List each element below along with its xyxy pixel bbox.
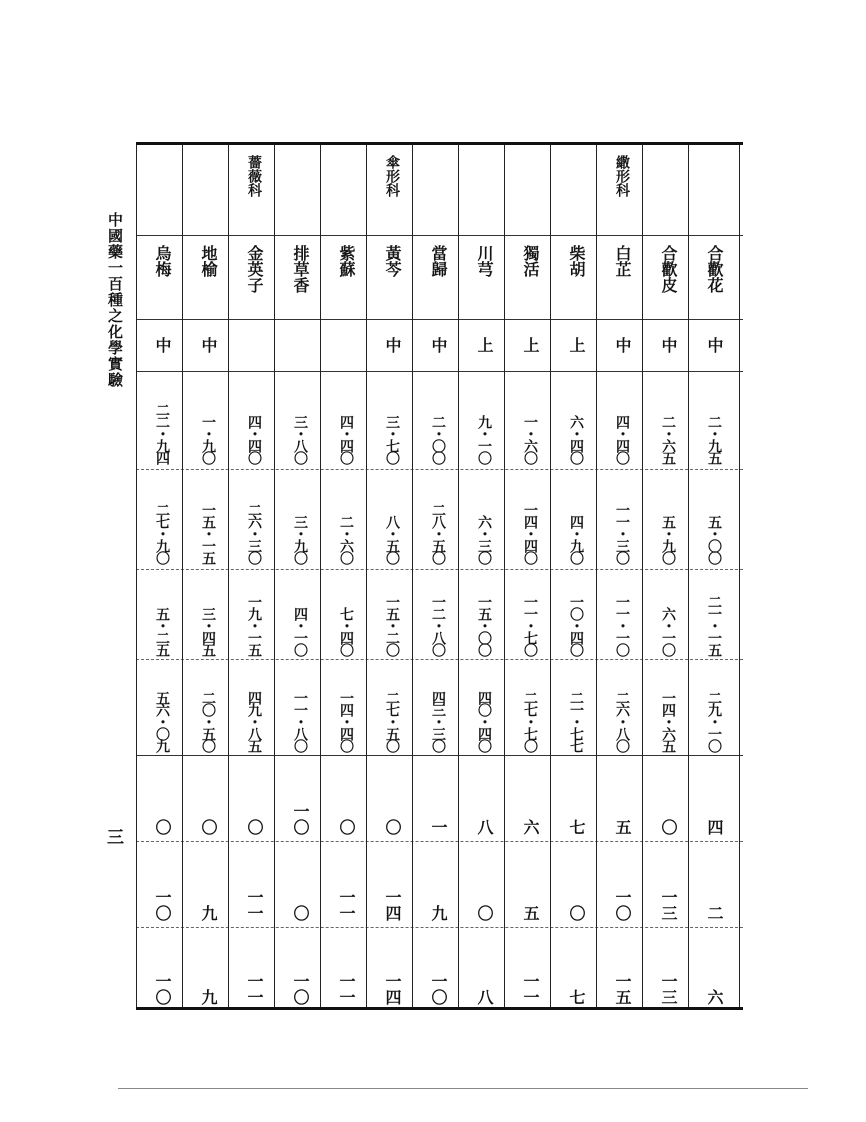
cell-value-4: 四〇・四〇 (476, 691, 492, 751)
cell-quality: 中 (429, 337, 448, 353)
cell-name: 合歡皮 (659, 245, 678, 293)
cell-score-1: 〇 (199, 819, 218, 835)
cell-name: 烏梅 (153, 245, 172, 277)
cell-score-2: 九 (199, 905, 218, 921)
cell-score-1: 〇 (245, 819, 264, 835)
cell-score-2: 〇 (475, 905, 494, 921)
cell-family: 繖形科 (614, 155, 630, 197)
cell-name: 獨活 (521, 245, 540, 277)
cell-score-1: 六 (521, 819, 540, 835)
cell-value-4: 一四・六五 (660, 691, 676, 751)
cell-name: 川芎 (475, 245, 494, 277)
cell-score-2: 一一 (337, 889, 356, 921)
cell-value-3: 一一・一〇 (614, 595, 630, 655)
cell-value-2: 六・三〇 (476, 515, 492, 563)
cell-quality: 上 (567, 337, 586, 353)
cell-value-3: 七・四〇 (338, 607, 354, 655)
cell-value-1: 六・四〇 (568, 415, 584, 463)
cell-value-3: 一一・七〇 (522, 595, 538, 655)
cell-value-4: 二一・七七 (568, 691, 584, 751)
cell-value-1: 二二・九四 (154, 403, 170, 463)
cell-value-2: 四・九〇 (568, 515, 584, 563)
cell-score-1: 七 (567, 819, 586, 835)
table-column-baizhi (596, 145, 647, 1007)
cell-value-4: 一一・八〇 (292, 691, 308, 751)
cell-value-3: 六・一〇 (660, 607, 676, 655)
cell-score-total: 一一 (521, 973, 540, 1005)
cell-value-1: 三・八〇 (292, 415, 308, 463)
cell-value-2: 二・六〇 (338, 515, 354, 563)
cell-family: 薔薇科 (246, 155, 262, 197)
cell-quality: 中 (613, 337, 632, 353)
cell-score-total: 一四 (383, 973, 402, 1005)
cell-value-2: 一四・四〇 (522, 503, 538, 563)
cell-quality: 中 (659, 337, 678, 353)
cell-name: 白芷 (613, 245, 632, 277)
cell-value-2: 五・〇〇 (706, 515, 722, 563)
cell-value-1: 三・七〇 (384, 415, 400, 463)
table-column-jinyingzi (228, 145, 279, 1007)
cell-value-4: 四三・三〇 (430, 691, 446, 751)
cell-score-2: 一三 (659, 889, 678, 921)
cell-score-2: 二 (705, 905, 724, 921)
cell-score-total: 一三 (659, 973, 678, 1005)
cell-value-1: 九・一〇 (476, 415, 492, 463)
cell-name: 地榆 (199, 245, 218, 277)
cell-score-total: 一〇 (291, 973, 310, 1005)
cell-value-2: 五・九〇 (660, 515, 676, 563)
cell-value-3: 五・二五 (154, 607, 170, 655)
cell-quality: 上 (521, 337, 540, 353)
page-bottom-rule (118, 1088, 808, 1089)
cell-value-4: 二七・七〇 (522, 691, 538, 751)
cell-value-4: 二六・八〇 (614, 691, 630, 751)
cell-name: 排草香 (291, 245, 310, 293)
cell-score-total: 一〇 (153, 973, 172, 1005)
cell-value-4: 二九・一〇 (706, 691, 722, 751)
cell-score-2: 一四 (383, 889, 402, 921)
cell-score-1: 一〇 (291, 803, 310, 835)
cell-value-2: 二七・九〇 (154, 503, 170, 563)
cell-score-total: 一〇 (429, 973, 448, 1005)
cell-value-1: 一・九〇 (200, 415, 216, 463)
table-column-danggui (412, 145, 463, 1007)
cell-value-2: 一五・一五 (200, 503, 216, 563)
page-number: 三 (103, 828, 123, 845)
cell-value-1: 二・九五 (706, 415, 722, 463)
cell-value-3: 三・四五 (200, 607, 216, 655)
cell-value-1: 四・四〇 (338, 415, 354, 463)
cell-score-1: 〇 (337, 819, 356, 835)
cell-quality: 中 (153, 337, 172, 353)
table-column-hehuanhua (688, 145, 740, 1007)
table-column-paicaoxiang (274, 145, 325, 1007)
cell-score-1: 〇 (659, 819, 678, 835)
cell-value-4: 五六・〇九 (154, 691, 170, 751)
cell-name: 合歡花 (705, 245, 724, 293)
cell-value-4: 四九・八五 (246, 691, 262, 751)
cell-value-3: 一二・八〇 (430, 595, 446, 655)
cell-score-2: 一〇 (153, 889, 172, 921)
cell-value-4: 一四・四〇 (338, 691, 354, 751)
cell-score-2: 一〇 (613, 889, 632, 921)
cell-value-2: 三・九〇 (292, 515, 308, 563)
cell-quality: 中 (199, 337, 218, 353)
cell-name: 當歸 (429, 245, 448, 277)
table-column-wumei (136, 145, 187, 1007)
cell-value-2: 一一・三〇 (614, 503, 630, 563)
cell-score-total: 八 (475, 989, 494, 1005)
cell-value-1: 一・六〇 (522, 415, 538, 463)
cell-value-2: 二六・三〇 (246, 503, 262, 563)
table-column-zisu (320, 145, 371, 1007)
table-column-diyu (182, 145, 233, 1007)
table-column-chuanxiong (458, 145, 509, 1007)
cell-value-3: 一九・一五 (246, 595, 262, 655)
table-column-chaihu (550, 145, 601, 1007)
cell-score-2: 五 (521, 905, 540, 921)
cell-value-3: 四・一〇 (292, 607, 308, 655)
cell-quality: 上 (475, 337, 494, 353)
cell-value-1: 四・四〇 (246, 415, 262, 463)
cell-score-1: 八 (475, 819, 494, 835)
table-column-huangqin (366, 145, 417, 1007)
cell-score-2: 一一 (245, 889, 264, 921)
cell-family: 傘形科 (384, 155, 400, 197)
cell-name: 黃芩 (383, 245, 402, 277)
cell-value-1: 四・四〇 (614, 415, 630, 463)
cell-score-total: 九 (199, 989, 218, 1005)
cell-name: 金英子 (245, 245, 264, 293)
cell-score-2: 〇 (567, 905, 586, 921)
cell-score-1: 〇 (153, 819, 172, 835)
cell-value-2: 二八・五〇 (430, 503, 446, 563)
table-column-hehuanpi (642, 145, 693, 1007)
cell-score-total: 一一 (337, 973, 356, 1005)
cell-score-1: 〇 (383, 819, 402, 835)
cell-name: 紫蘇 (337, 245, 356, 277)
cell-score-total: 一五 (613, 973, 632, 1005)
cell-score-1: 四 (705, 819, 724, 835)
data-table (136, 142, 743, 1010)
table-column-duhuo (504, 145, 555, 1007)
cell-score-total: 六 (705, 989, 724, 1005)
cell-value-3: 一五・〇〇 (476, 595, 492, 655)
cell-score-total: 七 (567, 989, 586, 1005)
cell-quality: 中 (705, 337, 724, 353)
cell-value-4: 二〇・五〇 (200, 691, 216, 751)
cell-value-2: 八・五〇 (384, 515, 400, 563)
cell-score-2: 九 (429, 905, 448, 921)
cell-value-3: 二一・一五 (706, 595, 722, 655)
cell-value-1: 二・〇〇 (430, 415, 446, 463)
cell-quality: 中 (383, 337, 402, 353)
cell-value-3: 一〇・四〇 (568, 595, 584, 655)
cell-name: 柴胡 (567, 245, 586, 277)
cell-score-2: 〇 (291, 905, 310, 921)
cell-score-1: 一 (429, 819, 448, 835)
cell-score-total: 一一 (245, 973, 264, 1005)
cell-score-1: 五 (613, 819, 632, 835)
cell-value-4: 二七・五〇 (384, 691, 400, 751)
running-title: 中國藥一百種之化學實驗 (106, 212, 124, 388)
cell-value-1: 二・六五 (660, 415, 676, 463)
cell-value-3: 一五・二〇 (384, 595, 400, 655)
